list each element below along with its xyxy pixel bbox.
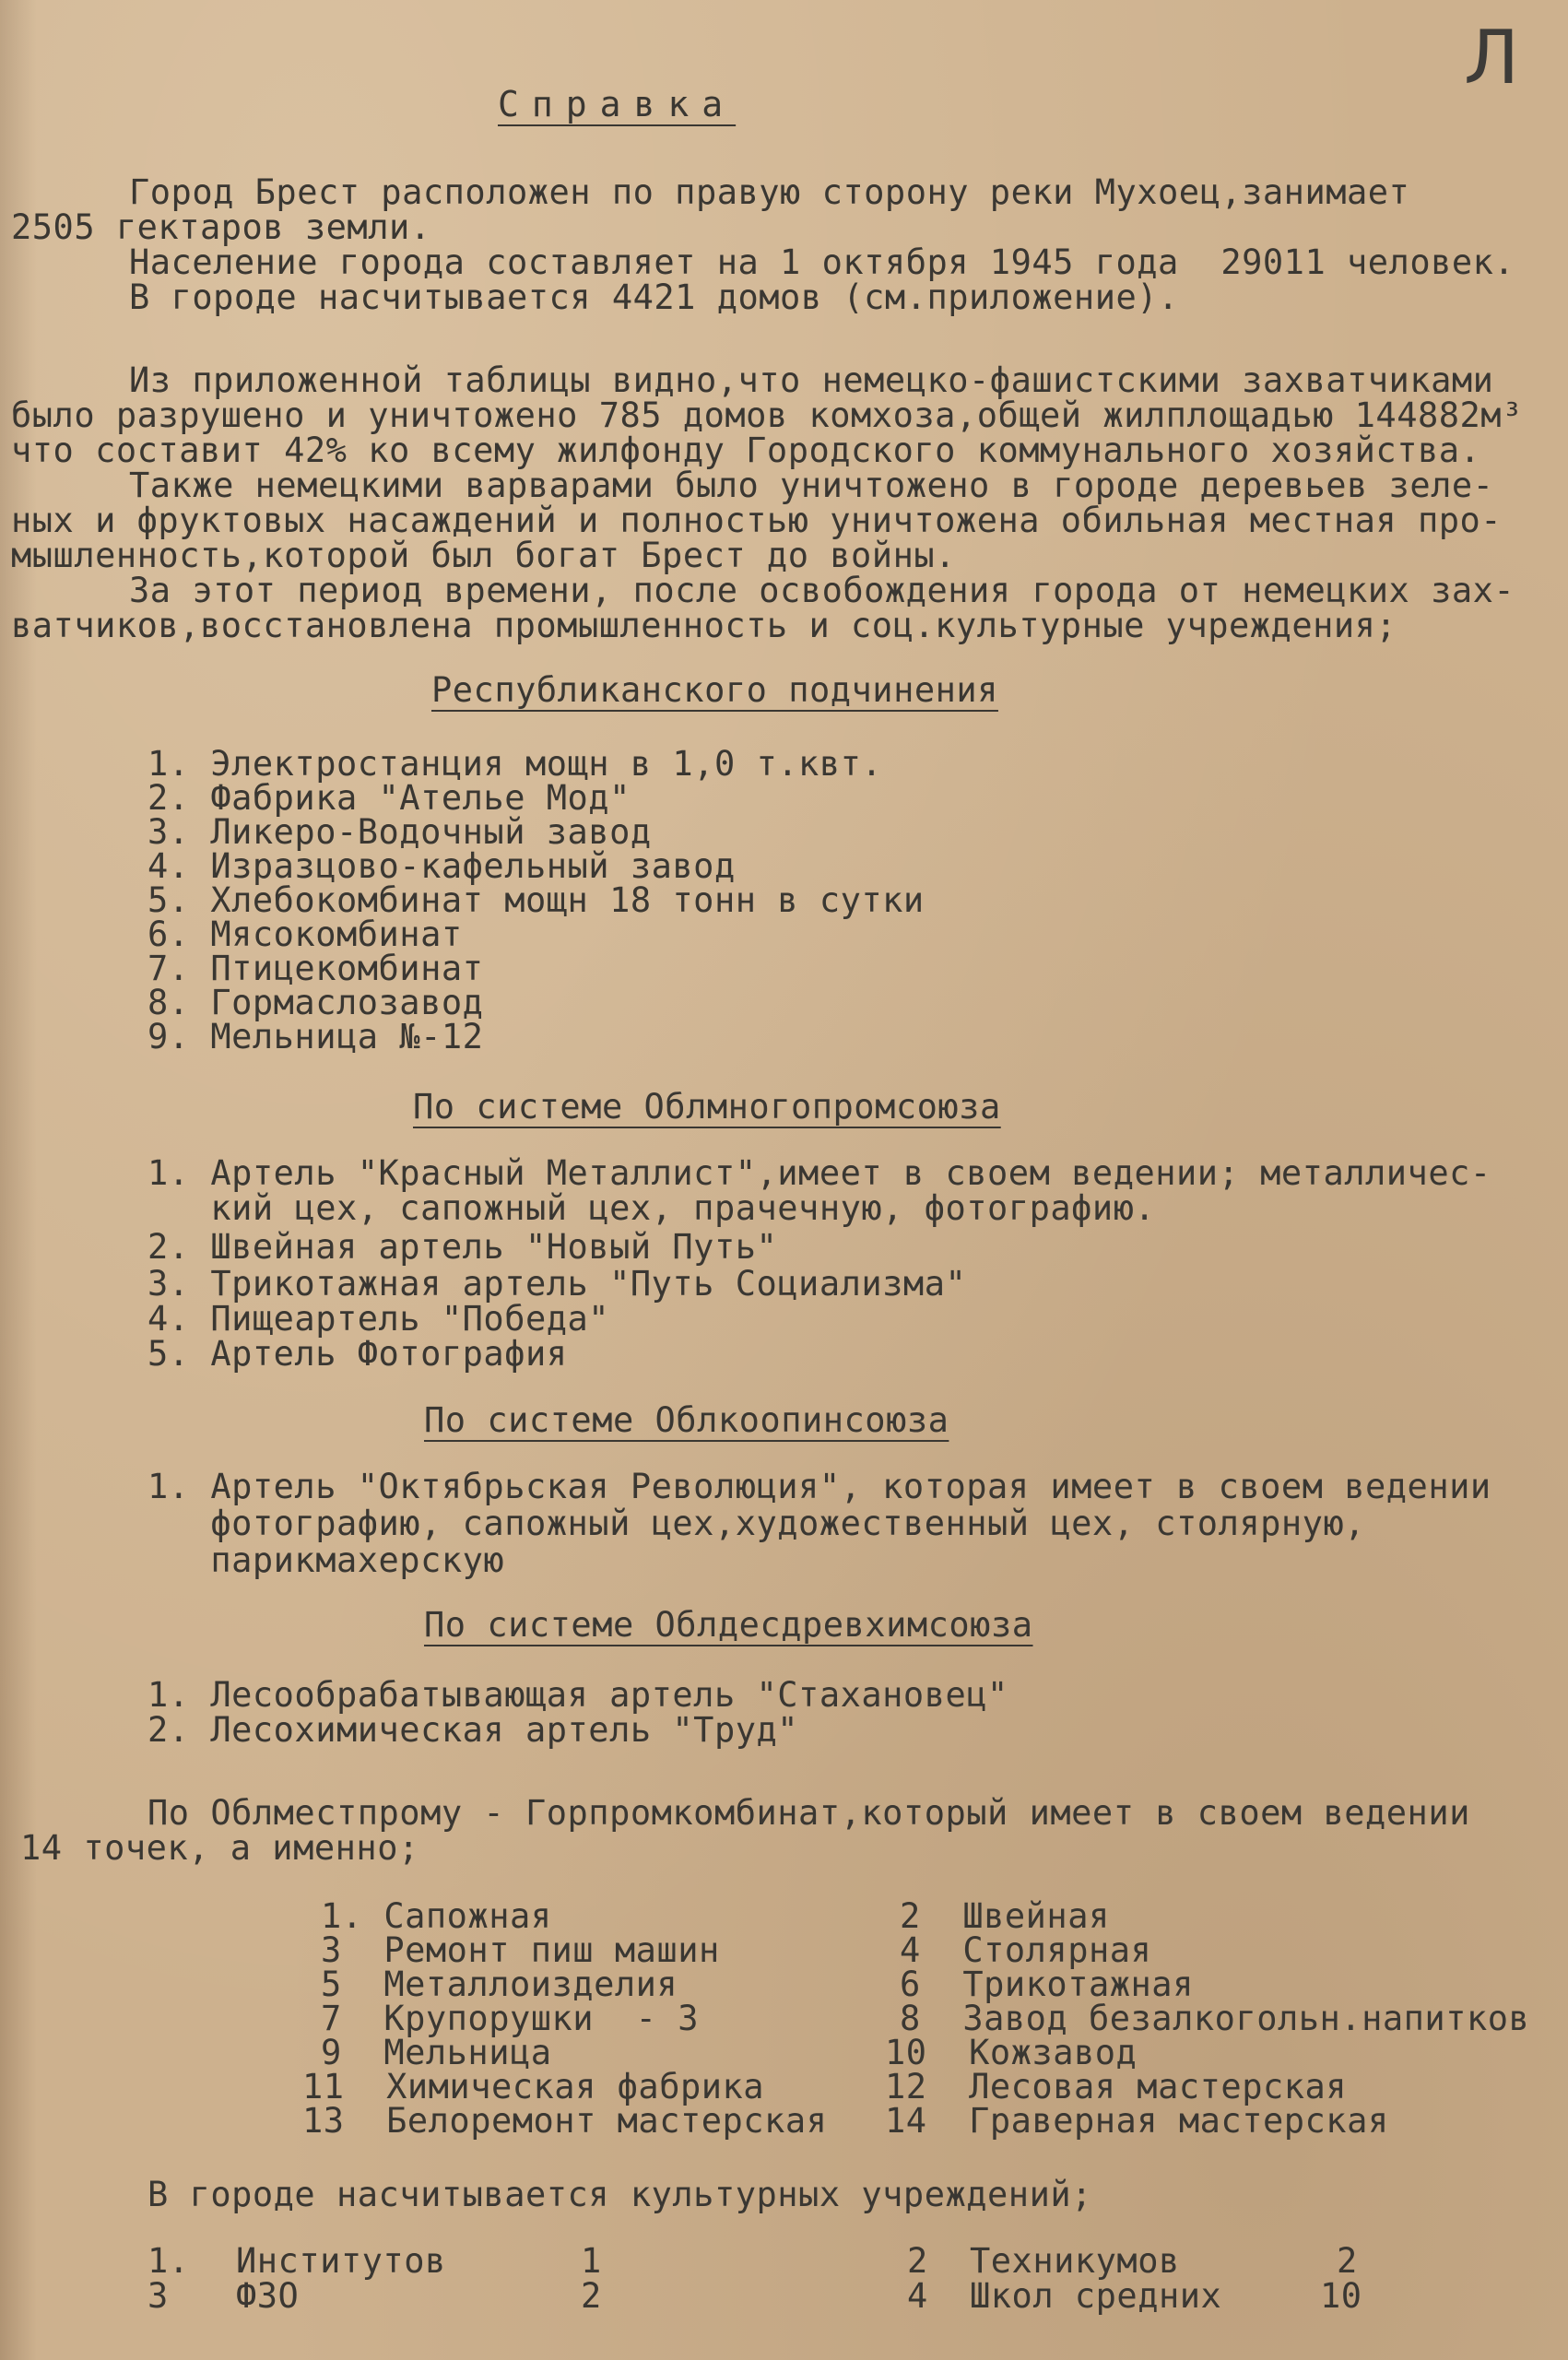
list-item: 1. Лесообрабатывающая артель "Стахановец" xyxy=(147,1675,1008,1715)
oblmestprom-line-1: По Облместпрому - Горпромкомбинат,который имеет в своем ведении xyxy=(147,1793,1470,1833)
point-right: 8 Завод безалкогольн.напитков xyxy=(900,1999,1530,2038)
cultural-name: Техникумов xyxy=(970,2241,1180,2281)
intro-line-2: 2505 гектаров земли. xyxy=(11,207,431,247)
cultural-count: 2 xyxy=(581,2276,602,2316)
point-left: 7 Крупорушки - 3 xyxy=(321,1999,699,2038)
point-left: 13 Белоремонт мастерская xyxy=(302,2101,828,2141)
cultural-count: 2 xyxy=(1337,2241,1358,2281)
list-item: 2. Швейная артель "Новый Путь" xyxy=(147,1227,778,1267)
cultural-number: 1. xyxy=(147,2241,190,2281)
list-item: 3. Трикотажная артель "Путь Социализма" xyxy=(147,1264,967,1304)
list-item: 1. Артель "Красный Металлист",имеет в своем ведении; металличес- xyxy=(147,1153,1491,1193)
point-left: 5 Металлоизделия xyxy=(321,1965,678,2004)
list-item: 5. Хлебокомбинат мощн 18 тонн в сутки xyxy=(147,880,925,920)
section-heading-republic: Республиканского подчинения xyxy=(431,670,998,710)
cultural-name: Институтов xyxy=(236,2241,446,2281)
point-left: 3 Ремонт пиш машин xyxy=(321,1930,720,1970)
destruction-line-5: ных и фруктовых насаждений и полностью уничтожена обильная местная про- xyxy=(11,501,1503,540)
point-left: 11 Химическая фабрика xyxy=(302,2067,765,2106)
section-heading-obllesdrevkhimsoyuz: По системе Облдесдревхимсоюза xyxy=(424,1605,1033,1645)
cultural-number: 4 xyxy=(907,2276,928,2316)
point-right: 2 Швейная xyxy=(900,1896,1110,1936)
list-item: 8. Гормаслозавод xyxy=(147,983,484,1022)
intro-line-3: Население города составляет на 1 октября 1945 года 29011 человек. xyxy=(129,242,1515,282)
list-item: фотографию, сапожный цех,художественный цех, столярную, xyxy=(147,1504,1366,1543)
destruction-line-6: мышленность,которой был богат Брест до войны. xyxy=(11,536,956,575)
list-item: 7. Птицекомбинат xyxy=(147,949,484,988)
list-item: парикмахерскую xyxy=(147,1540,505,1580)
destruction-line-8: ватчиков,восстановлена промышленность и соц.культурные учреждения; xyxy=(11,606,1397,645)
list-item: 5. Артель Фотография xyxy=(147,1334,568,1374)
list-item: 4. Пищеартель "Победа" xyxy=(147,1299,610,1339)
list-item: 6. Мясокомбинат xyxy=(147,914,463,954)
cultural-number: 2 xyxy=(907,2241,928,2281)
intro-line-4: В городе насчитывается 4421 домов (см.приложение). xyxy=(129,277,1179,317)
destruction-line-7: За этот период времени, после освобождения города от немецких зах- xyxy=(129,571,1515,610)
oblmestprom-line-2: 14 точек, а именно; xyxy=(20,1828,419,1868)
list-item: кий цех, сапожный цех, прачечную, фотографию. xyxy=(147,1188,1156,1228)
section-heading-oblkoopinsoyuz: По системе Облкоопинсоюза xyxy=(424,1400,949,1440)
destruction-line-3: что составит 42% ко всему жилфонду Городского коммунального хозяйства. xyxy=(11,431,1481,470)
point-left: 1. Сапожная xyxy=(321,1896,552,1936)
section-heading-oblmnogopromsoyuz: По системе Облмногопромсоюза xyxy=(413,1087,1001,1127)
cultural-number: 3 xyxy=(147,2276,169,2316)
point-left: 9 Мельница xyxy=(321,2033,552,2072)
cultural-name: Школ средних xyxy=(970,2276,1222,2316)
cultural-count: 10 xyxy=(1320,2276,1362,2316)
cultural-intro: В городе насчитывается культурных учреждений; xyxy=(147,2175,1092,2214)
point-right: 10 Кожзавод xyxy=(885,2033,1138,2072)
point-right: 12 Лесовая мастерская xyxy=(885,2067,1348,2106)
list-item: 2. Фабрика "Ателье Мод" xyxy=(147,778,631,818)
destruction-line-1: Из приложенной таблицы видно,что немецко-фашистскими захватчиками xyxy=(129,360,1494,400)
list-item: 1. Артель "Октябрьская Революция", которая имеет в своем ведении xyxy=(147,1467,1491,1506)
list-item: 1. Электростанция мощн в 1,0 т.квт. xyxy=(147,744,883,784)
destruction-line-4: Также немецкими варварами было уничтожено в городе деревьев зеле- xyxy=(129,466,1494,505)
list-item: 2. Лесохимическая артель "Труд" xyxy=(147,1710,799,1750)
list-item: 4. Изразцово-кафельный завод xyxy=(147,846,736,886)
page-corner-mark: Л xyxy=(1464,15,1520,100)
cultural-count: 1 xyxy=(581,2241,602,2281)
point-right: 4 Столярная xyxy=(900,1930,1152,1970)
list-item: 3. Ликеро-Водочный завод xyxy=(147,812,652,852)
point-right: 14 Граверная мастерская xyxy=(885,2101,1389,2141)
document-title: Справка xyxy=(498,84,737,124)
cultural-name: ФЗО xyxy=(236,2276,300,2316)
intro-line-1: Город Брест расположен по правую сторону реки Мухоец,занимает xyxy=(129,172,1410,212)
destruction-line-2: было разрушено и уничтожено 785 домов комхоза,общей жилплощадью 144882м³ xyxy=(11,395,1523,435)
point-right: 6 Трикотажная xyxy=(900,1965,1194,2004)
list-item: 9. Мельница №-12 xyxy=(147,1017,484,1056)
